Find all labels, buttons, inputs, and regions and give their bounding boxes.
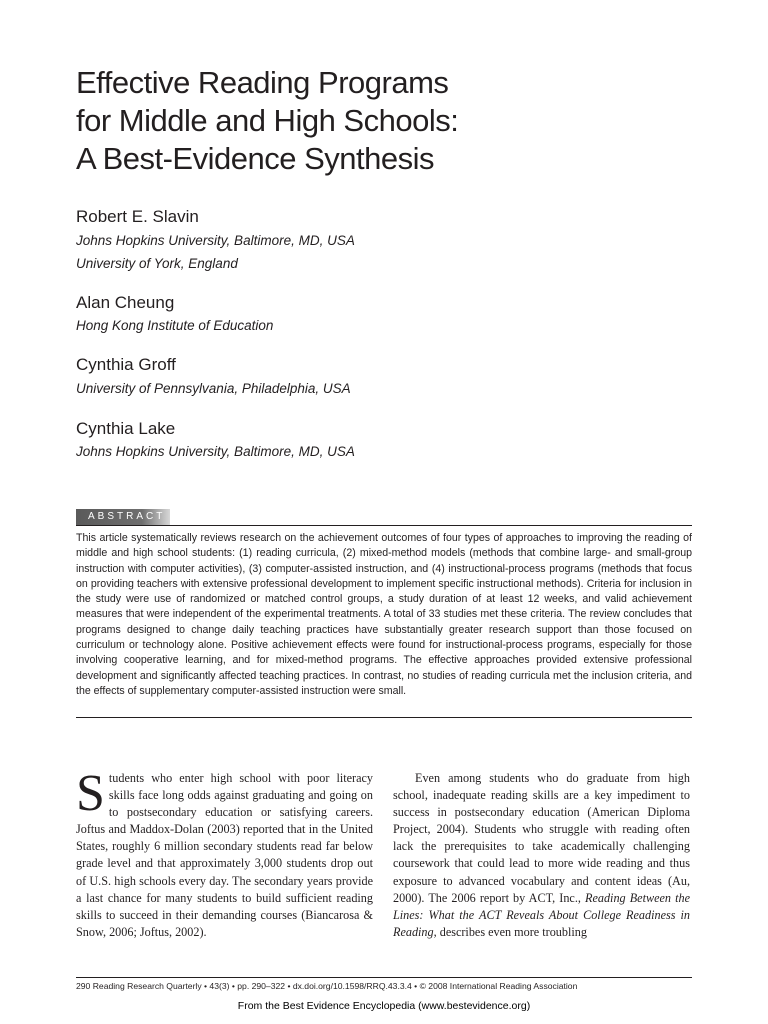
abstract-top-rule <box>76 525 692 526</box>
article-title <box>76 64 696 178</box>
body-right-text: Even among students who do graduate from high school, inadequate reading skills are a key impediment to success in postsecondary education (American Diploma Project, 2004). Students who struggle with reading often lack the prerequisites to take academically challenging coursework that could lead to more wide reading and thus exposure to advanced vocabulary and content ideas (Au, 2000). The 2006 report by ACT, Inc., <box>393 771 690 905</box>
abstract-label: ABSTRACT <box>76 509 170 525</box>
title-line: Effective Reading Programs <box>76 65 449 100</box>
body-right-column <box>393 770 690 941</box>
author-affiliation: Johns Hopkins University, Baltimore, MD, USA <box>76 233 355 248</box>
author-affiliation: Hong Kong Institute of Education <box>76 318 274 333</box>
author-affiliation: University of York, England <box>76 256 238 271</box>
body-left-column <box>76 765 373 941</box>
title-line: for Middle and High Schools: <box>76 103 459 138</box>
author-affiliation: Johns Hopkins University, Baltimore, MD, USA <box>76 444 355 459</box>
footer-rule <box>76 977 692 978</box>
report-title: Reading Between the Lines: What the ACT Reveals About College Readiness in Reading <box>393 890 690 939</box>
author-name: Robert E. Slavin <box>76 207 199 226</box>
author-name: Alan Cheung <box>76 293 175 312</box>
body-right-text-end: , describes even more troubling <box>433 924 587 939</box>
title-line: A Best-Evidence Synthesis <box>76 141 434 176</box>
author-affiliation: University of Pennsylvania, Philadelphia, USA <box>76 381 351 396</box>
abstract-text: This article systematically reviews research on the achievement outcomes of four types of approaches to improving the reading of middle and high school students: (1) reading curricula, (2) mixed-method models (methods that combine large- and small-group instruction with computer activities), (3) computer-assisted instruction, and (4) instructional-process programs (methods that focus on providing teachers with extensive professional development to implement specific instructional methods). Criteria for inclusion in the study were use of randomized or matched control groups, a study duration of at least 12 weeks, and valid achievement measures that were independent of the experimental treatments. A total of 33 studies met these criteria. The review concludes that programs designed to change daily teaching practices have substantially greater research support than those focused on curriculum or technology alone. Positive achievement effects were found for instructional-process programs, especially for those involving cooperative learning, and for mixed-method programs. The effective approaches provided extensive professional development and significantly affected teaching practices. In contrast, no studies of reading curricula met the inclusion criteria, and the effects of supplementary computer-assisted instruction were small. <box>76 532 692 697</box>
page-footer: 290 Reading Research Quarterly • 43(3) • pp. 290–322 • dx.doi.org/10.1598/RRQ.43.3.4 • © 2008 International Reading Association <box>76 981 578 991</box>
source-credit: From the Best Evidence Encyclopedia (www.bestevidence.org) <box>237 1000 531 1012</box>
body-left-text: tudents who enter high school with poor literacy skills face long odds against graduating and going on to postsecondary education or satisfying careers. Joftus and Maddox-Dolan (2003) reported that in the United States, roughly 6 million secondary students read far below grade level and that approximately 3,000 students drop out of U.S. high schools every day. The secondary years provide a last chance for many students to build sufficient reading skills to succeed in their demanding courses (Biancarosa & Snow, 2006; Joftus, 2002). <box>76 771 373 939</box>
abstract-bottom-rule <box>76 717 692 718</box>
drop-cap: S <box>76 765 105 822</box>
author-name: Cynthia Lake <box>76 419 176 438</box>
author-name: Cynthia Groff <box>76 355 176 374</box>
